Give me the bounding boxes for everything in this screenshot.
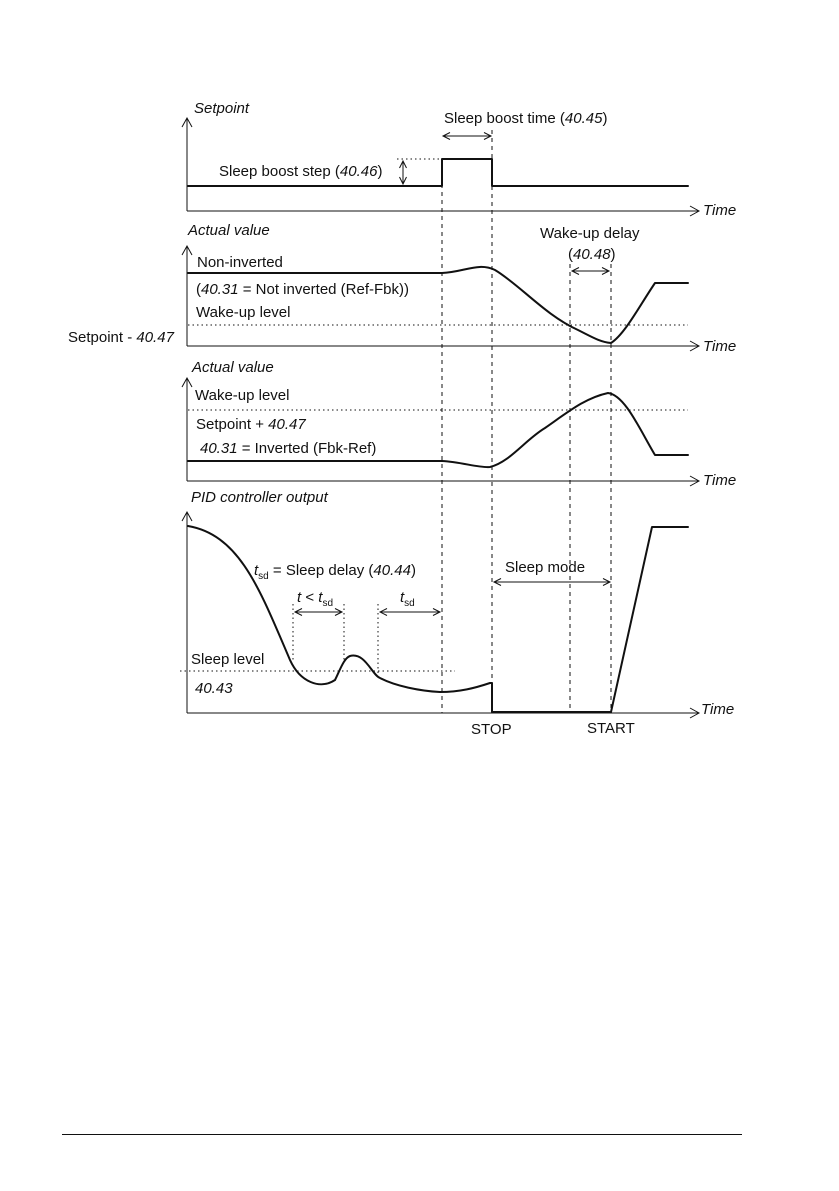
boost-time-label: Sleep boost time (40.45) [444, 110, 608, 127]
sleep-level-label: Sleep level [191, 651, 265, 668]
t-less-tsd-label: $t < t_{sd}$ [297, 589, 334, 609]
setpoint-panel [187, 100, 736, 219]
start-label: START [587, 720, 635, 737]
pid-output-curve [188, 526, 688, 712]
tsd-label: $t_{sd}$ [400, 589, 415, 609]
timing-guides [442, 130, 611, 713]
footer-rule [62, 1134, 742, 1135]
pid-output-panel [180, 489, 734, 738]
inverted-wake-level: Wake-up level [195, 387, 290, 404]
non-inverted-mode: (40.31 = Not inverted (Ref-Fbk)) [196, 281, 410, 298]
non-inverted-time-label: Time [703, 338, 737, 355]
pid-time-label: Time [701, 701, 735, 718]
wake-delay-param: (40.48) [568, 246, 616, 263]
setpoint-plus-label: Setpoint + 40.47 [196, 416, 306, 433]
non-inverted-panel [68, 222, 736, 355]
inverted-panel [187, 359, 736, 489]
tsd-definition: $t_{sd}$ = Sleep delay (40.44) [254, 562, 416, 582]
stop-label: STOP [471, 721, 512, 738]
boost-step-label: Sleep boost step (40.46) [219, 163, 383, 180]
sleep-mode-label: Sleep mode [505, 559, 586, 576]
setpoint-time-label: Time [703, 202, 737, 219]
non-inverted-title: Non-inverted [197, 254, 283, 271]
setpoint-minus-label: Setpoint - 40.47 [68, 329, 174, 346]
pid-axis-label: PID controller output [191, 489, 328, 506]
inverted-time-label: Time [703, 472, 737, 489]
sleep-level-param: 40.43 [195, 680, 233, 697]
non-inverted-wake-level: Wake-up level [196, 304, 291, 321]
inverted-mode: 40.31 = Inverted (Fbk-Ref) [200, 440, 377, 457]
wake-delay-label: Wake-up delay [540, 225, 640, 242]
inverted-axis-label: Actual value [192, 359, 274, 376]
non-inverted-axis-label: Actual value [188, 222, 270, 239]
setpoint-axis-label: Setpoint [194, 100, 250, 117]
